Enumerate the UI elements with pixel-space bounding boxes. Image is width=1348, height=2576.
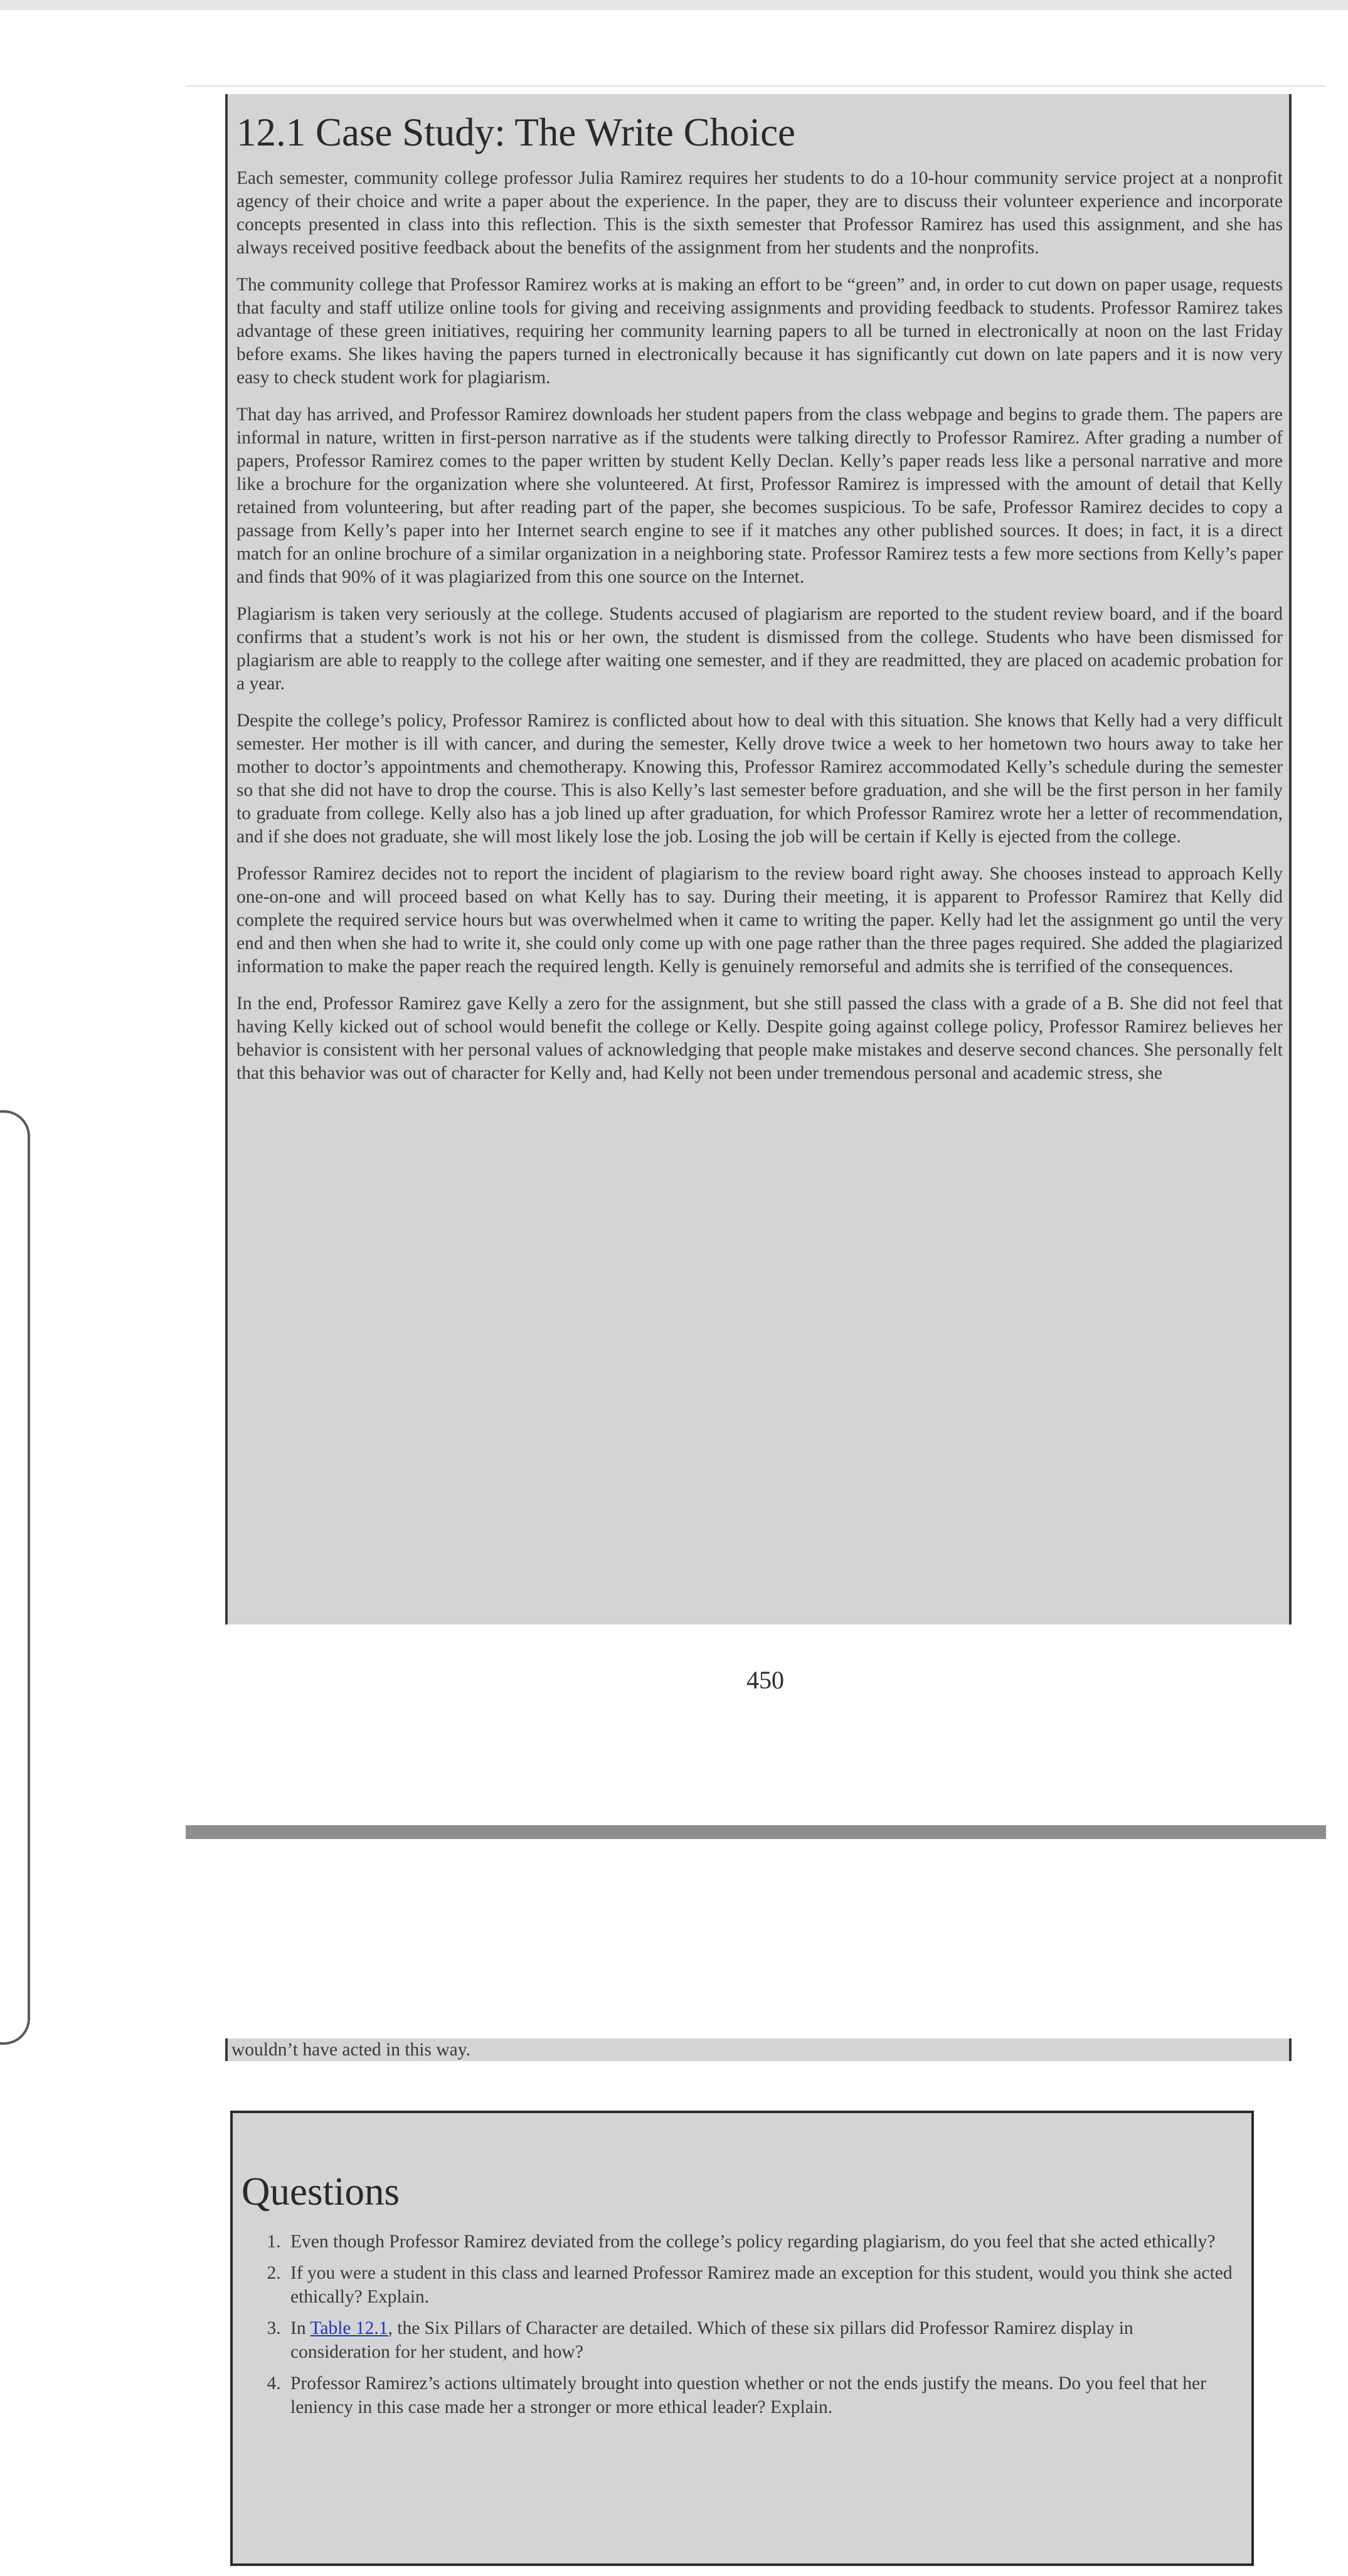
question-item-2 [285,2261,1233,2309]
question-text-suffix: , the Six Pillars of Character are detailed. Which of these six pillars did Professor Ramirez display in consideration for her student, and how? [290,2318,1133,2362]
question-text: Professor Ramirez’s actions ultimately brought into question whether or not the ends justify the means. Do you feel that her leniency in this case made her a stronger or more ethical leader? Explain. [290,2373,1206,2417]
case-paragraph-5: Despite the college’s policy, Professor Ramirez is conflicted about how to deal with this situation. She knows that Kelly had a very difficult semester. Her mother is ill with cancer, and during the semester, Kelly drove twice a week to her hometown two hours away to take her mother to doctor’s appointments and chemotherapy. Knowing this, Professor Ramirez accommodated Kelly’s schedule during the semester so that she did not have to drop the course. This is also Kelly’s last semester before graduation, and she will be the first person in her family to graduate from college. Kelly also has a job lined up after graduation, for which Professor Ramirez wrote her a letter of recommendation, and if she does not graduate, she will most likely lose the job. Losing the job will be certain if Kelly is ejected from the college. [236,710,1283,847]
table-12-1-link[interactable]: Table 12.1 [310,2318,388,2338]
question-text: Even though Professor Ramirez deviated from the college’s policy regarding plagiarism, do you feel that she acted ethically? [290,2231,1216,2252]
questions-box [230,2111,1254,2566]
question-item-3 [285,2316,1233,2364]
case-study-box [225,94,1292,1625]
case-study-continuation-box [225,2038,1292,2061]
question-text-prefix: In [290,2318,310,2338]
case-paragraph-4: Plagiarism is taken very seriously at the college. Students accused of plagiarism are reported to the student review board, and if the board confirms that a student’s work is not his or her own, the student is dismissed from the college. Students who have been dismissed for plagiarism are able to reapply to the college after waiting one semester, and if they are readmitted, they are placed on academic probation for a year. [236,603,1283,694]
case-paragraph-2: The community college that Professor Ramirez works at is making an effort to be “green” and, in order to cut down on paper usage, requests that faculty and staff utilize online tools for giving and receiving assignments and providing feedback to students. Professor Ramirez takes advantage of these green initiatives, requiring her community learning papers to all be turned in electronically at noon on the last Friday before exams. She likes having the papers turned in electronically because it has significantly cut down on late papers and it is now very easy to check student work for plagiarism. [236,274,1283,388]
side-panel-frame [0,1110,30,2045]
case-paragraph-1: Each semester, community college professor Julia Ramirez requires her students to do a 10-hour community service project at a nonprofit agency of their choice and write a paper about the experience. In the paper, they are to discuss their volunteer experience and incorporate concepts presented in class into this reflection. This is the sixth semester that Professor Ramirez has used this assignment, and she has always received positive feedback about the benefits of the assignment from her students and the nonprofits. [236,167,1283,258]
question-item-4 [285,2372,1233,2419]
case-paragraph-7: In the end, Professor Ramirez gave Kelly a zero for the assignment, but she still passed the class with a grade of a B. She did not feel that having Kelly kicked out of school would benefit the college or Kelly. Despite going against college policy, Professor Ramirez believes her behavior is consistent with her personal values of acknowledging that people make mistakes and deserve second chances. She personally felt that this behavior was out of character for Kelly and, had Kelly not been under tremendous personal and academic stress, she [236,993,1283,1083]
questions-title: Questions [241,2170,400,2213]
case-study-title: 12.1 Case Study: The Write Choice [236,110,796,154]
viewer-top-edge [0,0,1348,10]
case-paragraph-6: Professor Ramirez decides not to report the incident of plagiarism to the review board right away. She chooses instead to approach Kelly one-on-one and will proceed based on what Kelly has to say. During their meeting, it is apparent to Professor Ramirez that Kelly did complete the required service hours but was overwhelmed when it came to writing the paper. Kelly had let the assignment go until the very end and then when she had to write it, she could only come up with one page rather than the three pages required. She added the plagiarized information to make the paper reach the required length. Kelly is genuinely remorseful and admits she is terrified of the consequences. [236,863,1283,977]
questions-list [241,2230,1233,2419]
page-number: 450 [746,1666,784,1694]
page-top-rule [186,85,1326,87]
page-break-divider [186,1825,1326,1839]
continuation-text: wouldn’t have acted in this way. [231,2040,470,2060]
question-text: If you were a student in this class and learned Professor Ramirez made an exception for this student, would you think she acted ethically? Explain. [290,2262,1233,2307]
case-paragraph-3: That day has arrived, and Professor Ramirez downloads her student papers from the class webpage and begins to grade them. The papers are informal in nature, written in first-person narrative as if the students were talking directly to Professor Ramirez. After grading a number of papers, Professor Ramirez comes to the paper written by student Kelly Declan. Kelly’s paper reads less like a personal narrative and more like a brochure for the organization where she volunteered. At first, Professor Ramirez is impressed with the amount of detail that Kelly retained from volunteering, but after reading part of the paper, she becomes suspicious. To be safe, Professor Ramirez decides to copy a passage from Kelly’s paper into her Internet search engine to see if it matches any other published sources. It does; in fact, it is a direct match for an online brochure of a similar organization in a neighboring state. Professor Ramirez tests a few more sections from Kelly’s paper and finds that 90% of it was plagiarized from this one source on the Internet. [236,404,1283,587]
question-item-1 [285,2230,1233,2254]
